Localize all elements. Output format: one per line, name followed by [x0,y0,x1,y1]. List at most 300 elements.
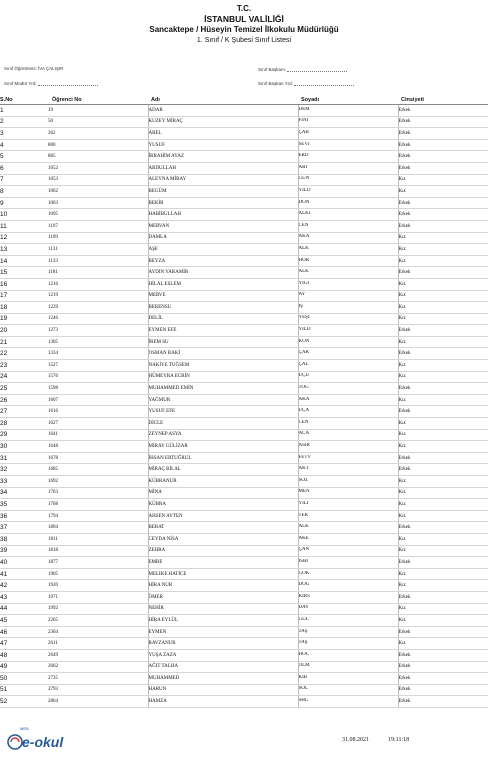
row-name: HÜMEYRA ECRİN [148,371,298,383]
row-sno: 29 [0,429,48,441]
table-row [0,533,488,545]
row-surname [298,522,398,534]
table-row [0,348,488,360]
row-surname [298,371,398,383]
row-surname-text: SOL [298,686,308,692]
row-sno: 2 [0,116,48,128]
row-name: EMRE [148,557,298,569]
row-name: AŞE [148,244,298,256]
col-header-gender: Cinsiyeti [398,96,488,105]
table-row [0,510,488,522]
row-student-no: 1131 [48,244,148,256]
row-surname-text: ÇAB [298,129,309,135]
row-student-no: 1607 [48,394,148,406]
row-name: KÜBRANUR [148,476,298,488]
row-student-no: 1107 [48,220,148,232]
row-student-no: 1616 [48,406,148,418]
row-student-no: 1692 [48,476,148,488]
row-surname [298,487,398,499]
row-gender: Erkek [398,197,488,209]
row-name: BERAT [148,522,298,534]
row-name: AYDIN YARAMİR [148,267,298,279]
row-name: HİRA EYLÜL [148,615,298,627]
row-name: NAKİYE TUĞSEM [148,360,298,372]
table-row [0,615,488,627]
row-name: OSMAN BAKİ [148,348,298,360]
row-gender: Kız [398,418,488,430]
row-student-no: 1334 [48,348,148,360]
row-gender: Kız [398,174,488,186]
row-surname-text: YILI [298,500,309,506]
row-sno: 23 [0,360,48,372]
row-name: DELİL [148,313,298,325]
col-header-surname: Soyadı [298,96,398,105]
table-row [0,116,488,128]
meta-guidance-label: Sınıf Müdür Yrd: [4,81,37,86]
row-gender: Kız [398,615,488,627]
row-surname-text: GÜN [298,176,310,182]
table-row [0,452,488,464]
row-surname-text: SHC [298,698,309,704]
table-row [0,499,488,511]
row-surname [298,476,398,488]
row-sno: 18 [0,302,48,314]
row-surname [298,186,398,198]
row-gender: Erkek [398,209,488,221]
row-sno: 51 [0,684,48,696]
row-sno: 11 [0,220,48,232]
row-sno: 46 [0,626,48,638]
header-line-school: Sancaktepe / Hüseyin Temizel İlkokulu Müdürlüğü [149,25,339,34]
eokul-logo-icon [6,722,76,754]
row-surname [298,139,398,151]
row-gender: Erkek [398,267,488,279]
row-sno: 20 [0,325,48,337]
row-surname-text: AKE [298,535,309,541]
row-sno: 45 [0,615,48,627]
row-student-no: 2735 [48,673,148,685]
row-name: MERVAN [148,220,298,232]
row-name: AĞIT TALHA [148,661,298,673]
row-sno: 7 [0,174,48,186]
row-surname-text: KIRS [298,593,310,599]
row-student-no: 2611 [48,638,148,650]
row-surname-text: ALK [298,269,309,275]
row-surname [298,568,398,580]
row-student-no: 885 [48,151,148,163]
row-surname-text: HOR [298,257,310,263]
row-sno: 42 [0,580,48,592]
row-sno: 41 [0,568,48,580]
row-student-no: 1768 [48,499,148,511]
row-surname-text: DOĞ [298,582,310,588]
row-name: YUSUF [148,139,298,151]
table-row [0,522,488,534]
table-row [0,360,488,372]
row-surname-text: YILD [298,327,311,333]
row-student-no: 1133 [48,255,148,267]
table-row [0,441,488,453]
row-gender: Erkek [398,383,488,395]
row-student-no: 1794 [48,510,148,522]
table-row [0,580,488,592]
row-surname-text: UÇU [298,373,310,379]
col-header-name: Adı [148,96,298,105]
row-student-no: 1095 [48,209,148,221]
row-gender: Kız [398,232,488,244]
row-sno: 1 [0,105,48,117]
row-sno: 8 [0,186,48,198]
row-sno: 24 [0,371,48,383]
table-row [0,290,488,302]
table-row [0,197,488,209]
row-surname [298,383,398,395]
row-sno: 21 [0,336,48,348]
row-name: DAMLA [148,232,298,244]
row-surname-text: AKT [298,466,309,472]
row-surname [298,673,398,685]
row-student-no: 2265 [48,615,148,627]
row-sno: 6 [0,162,48,174]
row-gender: Erkek [398,220,488,232]
row-surname [298,696,398,708]
table-row [0,673,488,685]
row-surname [298,441,398,453]
row-surname-text: ÖLM [298,663,310,669]
row-sno: 16 [0,278,48,290]
row-surname [298,244,398,256]
row-student-no: 1246 [48,313,148,325]
row-sno: 30 [0,441,48,453]
row-gender: Erkek [398,452,488,464]
table-row [0,684,488,696]
row-surname-text: FINI [298,118,309,124]
row-name: BERENSU [148,302,298,314]
row-surname-text: TOĞ [298,385,309,391]
row-sno: 49 [0,661,48,673]
row-surname [298,638,398,650]
row-sno: 44 [0,603,48,615]
row-surname [298,278,398,290]
meta-class-head-label: Sınıf Başkanı: [258,67,287,72]
row-surname [298,418,398,430]
row-surname [298,348,398,360]
row-sno: 47 [0,638,48,650]
row-surname [298,197,398,209]
row-surname [298,615,398,627]
row-gender: Erkek [398,128,488,140]
row-surname-text: DEM [298,106,310,112]
table-row [0,383,488,395]
row-gender: Kız [398,186,488,198]
row-student-no: 1920 [48,580,148,592]
row-surname-text: AKA [298,396,310,402]
row-student-no: 1052 [48,162,148,174]
table-row [0,464,488,476]
table-row [0,139,488,151]
row-name: YAĞMUR [148,394,298,406]
row-gender: Kız [398,499,488,511]
row-surname [298,510,398,522]
table-row [0,371,488,383]
row-surname [298,232,398,244]
row-name: ÖMER [148,591,298,603]
row-surname [298,151,398,163]
header-line-valilik: İSTANBUL VALİLİĞİ [204,14,284,24]
row-student-no: 1527 [48,360,148,372]
row-sno: 25 [0,383,48,395]
row-name: İREM SU [148,336,298,348]
row-sno: 40 [0,557,48,569]
row-gender: Erkek [398,116,488,128]
row-surname-text: DÖN [298,199,310,205]
meta-vice-head-line [294,80,354,86]
row-sno: 5 [0,151,48,163]
row-name: MELİKE HATİCE [148,568,298,580]
table-row [0,406,488,418]
row-name: HİLAL ESLEM [148,278,298,290]
row-student-no: 1641 [48,429,148,441]
row-gender: Kız [398,255,488,267]
table-row [0,174,488,186]
row-sno: 10 [0,209,48,221]
meta-vice-head-label: Sınıf Başkan Yrd: [258,81,293,86]
row-student-no: 1992 [48,603,148,615]
row-surname [298,464,398,476]
row-gender: Kız [398,487,488,499]
row-student-no: 1685 [48,464,148,476]
row-surname-text: ERD [298,153,309,159]
table-row [0,267,488,279]
table-row [0,626,488,638]
table-row [0,162,488,174]
row-surname [298,255,398,267]
row-name: HABİBULLAH [148,209,298,221]
row-surname-text: GÜL [298,616,309,622]
row-surname [298,325,398,337]
row-student-no: 800 [48,139,148,151]
row-name: BEGÜM [148,186,298,198]
row-surname [298,406,398,418]
row-student-no: 1219 [48,290,148,302]
row-gender: Erkek [398,591,488,603]
row-surname-text: HOC [298,651,310,657]
meta-class-head [258,66,347,72]
row-student-no: 1627 [48,418,148,430]
row-surname [298,626,398,638]
row-gender: Kız [398,533,488,545]
row-sno: 15 [0,267,48,279]
table-row [0,418,488,430]
row-student-no: 1053 [48,174,148,186]
col-header-sno: S.No [0,96,48,105]
row-surname [298,267,398,279]
row-name: ZEYNEP ASYA [148,429,298,441]
meta-class-head-line [287,66,347,72]
meta-vice-head [258,80,354,86]
row-name: HARUN [148,684,298,696]
row-gender: Erkek [398,696,488,708]
row-gender: Erkek [398,139,488,151]
row-name: YUŞA ZAZA [148,649,298,661]
table-row [0,394,488,406]
row-name: MİNA [148,487,298,499]
header-line-tc: T.C. [236,4,252,13]
row-surname-text: ALKI [298,211,311,217]
row-surname [298,105,398,117]
table-row [0,255,488,267]
meta-teacher-label: Sınıf Öğretmeni: İVA ÇALIŞIR [4,66,64,71]
row-surname-text: TAŞ [298,628,308,634]
row-student-no: 2304 [48,626,148,638]
row-name: İHSAN ERTUĞRUL [148,452,298,464]
row-gender: Kız [398,360,488,372]
row-name: ADAR [148,105,298,117]
row-surname-text: TEK [298,512,309,518]
row-surname-text: ARI [298,164,308,170]
row-name: EYMEN [148,626,298,638]
row-student-no: 1818 [48,545,148,557]
row-gender: Erkek [398,105,488,117]
table-row [0,487,488,499]
row-gender: Kız [398,441,488,453]
row-student-no: 1229 [48,302,148,314]
row-gender: Erkek [398,325,488,337]
table-row [0,244,488,256]
row-surname-text: SEVİ [298,141,310,147]
row-gender: Kız [398,336,488,348]
row-name: ZEHRA [148,545,298,557]
row-gender: Kız [398,603,488,615]
row-surname-text: UÇA [298,408,310,414]
row-name: CEYDA NİSA [148,533,298,545]
meta-guidance-line [38,80,98,86]
row-surname [298,394,398,406]
row-surname-text: AY [298,292,306,298]
table-body [0,105,488,708]
row-gender: Erkek [398,661,488,673]
row-name: YUSUF EFE [148,406,298,418]
row-surname-text: CEN [298,419,309,425]
row-gender: Kız [398,371,488,383]
row-sno: 39 [0,545,48,557]
row-sno: 14 [0,255,48,267]
row-sno: 38 [0,533,48,545]
row-gender: Kız [398,580,488,592]
row-name: EYMEN EFE [148,325,298,337]
row-student-no: 1576 [48,371,148,383]
row-name: MERVE [148,290,298,302]
table-row [0,568,488,580]
row-student-no: 2649 [48,649,148,661]
row-surname [298,649,398,661]
row-surname [298,162,398,174]
student-list-table [0,96,488,708]
row-gender: Erkek [398,626,488,638]
table-row [0,302,488,314]
row-student-no: 1804 [48,522,148,534]
table-row [0,278,488,290]
row-surname [298,499,398,511]
row-surname-text: FETV [298,454,311,460]
row-sno: 22 [0,348,48,360]
row-gender: Kız [398,290,488,302]
row-sno: 19 [0,313,48,325]
row-student-no: 1648 [48,441,148,453]
row-student-no: 1181 [48,267,148,279]
row-surname-text: GÖK [298,570,310,576]
row-sno: 27 [0,406,48,418]
row-student-no: 50 [48,116,148,128]
row-gender: Kız [398,394,488,406]
row-name: NEHİR [148,603,298,615]
row-gender: Erkek [398,151,488,163]
row-surname-text: ÇAL [298,361,309,367]
table-row [0,696,488,708]
row-surname [298,336,398,348]
row-sno: 3 [0,128,48,140]
row-surname [298,313,398,325]
row-student-no: 1877 [48,557,148,569]
row-sno: 17 [0,290,48,302]
row-surname-text: ÇAR [298,350,309,356]
row-student-no: 1273 [48,325,148,337]
row-sno: 13 [0,244,48,256]
row-sno: 31 [0,452,48,464]
row-gender: Kız [398,313,488,325]
row-surname-text: SÖZ [298,477,308,483]
row-gender: Erkek [398,406,488,418]
row-sno: 43 [0,591,48,603]
row-gender: Kız [398,638,488,650]
row-surname [298,452,398,464]
row-surname-text: MEN [298,489,310,495]
row-surname-text: ACA [298,431,310,437]
row-surname-text: İŞ [298,303,303,309]
row-name: ABDULLAH [148,162,298,174]
row-sno: 37 [0,522,48,534]
row-surname-text: TAŞ [298,640,308,646]
row-student-no: 1109 [48,232,148,244]
row-student-no: 19 [48,105,148,117]
row-gender: Erkek [398,348,488,360]
table-row [0,476,488,488]
logo-text: e-okul [22,734,64,750]
row-gender: Erkek [398,557,488,569]
row-student-no: 1678 [48,452,148,464]
row-gender: Kız [398,476,488,488]
row-name: BEKİR [148,197,298,209]
row-gender: Erkek [398,522,488,534]
row-sno: 52 [0,696,48,708]
row-sno: 32 [0,464,48,476]
print-date: 31.08.2021 [342,737,369,743]
row-student-no: 1598 [48,383,148,395]
table-row [0,661,488,673]
row-name: İBRAHİM AYAZ [148,151,298,163]
row-name: BEYZA [148,255,298,267]
table-row [0,591,488,603]
table-row [0,429,488,441]
row-gender: Kız [398,278,488,290]
logo-small-text: MEB [20,726,29,731]
row-surname [298,580,398,592]
row-gender: Erkek [398,464,488,476]
row-gender: Erkek [398,673,488,685]
row-surname-text: AKA [298,234,310,240]
row-name: MİRAY GÜLİZAR [148,441,298,453]
meta-guidance [4,80,98,86]
